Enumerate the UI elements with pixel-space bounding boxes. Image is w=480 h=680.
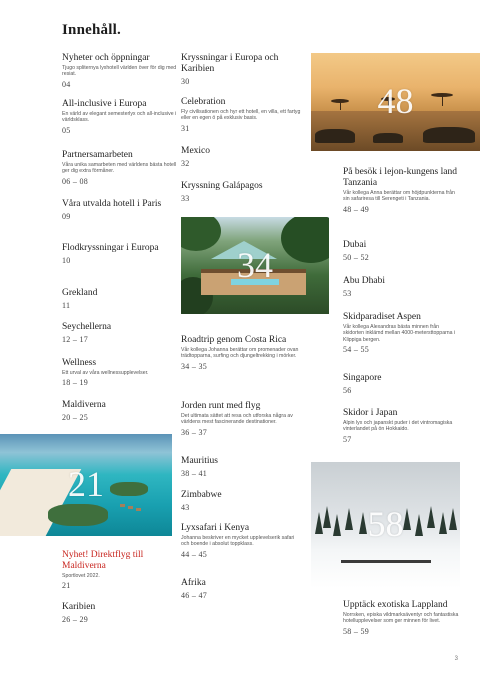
toc-entry[interactable] (62, 602, 177, 625)
toc-entry-title: Våra utvalda hotell i Paris (62, 199, 162, 209)
page-number-overlay: 58 (367, 504, 404, 544)
toc-entry-desc: Fly civilisationen och hyr ett hotell, en villa, ett fartyg eller en egen ö på exklusiv basis. (181, 109, 301, 122)
toc-entry-desc: Ett urval av våra wellnessupplevelser. (62, 370, 149, 376)
toc-entry[interactable] (62, 199, 177, 222)
toc-entry[interactable] (181, 456, 301, 479)
toc-entry[interactable] (343, 167, 461, 215)
toc-entry-pages: 10 (62, 256, 71, 265)
water-villa (136, 508, 141, 511)
toc-entry-pages: 32 (181, 159, 190, 168)
toc-entry-title: Afrika (181, 578, 206, 588)
toc-entry-pages: 33 (181, 194, 190, 203)
toc-entry-title: Nyhet! Direktflyg till Maldiverna (62, 550, 144, 571)
toc-entry-title: All-inclusive i Europa (62, 99, 147, 109)
toc-entry-desc: En värld av elegant semesterlyx och all-inclusive i världsklass. (62, 111, 177, 124)
toc-entry-pages: 21 (62, 581, 71, 591)
toc-entry-title: På besök i lejon-kungens land Tanzania (343, 167, 457, 188)
toc-entry-desc: Vår kollega Alexandras bästa minnen från skidorten inklämd mellan 4000-metersttopparna i Klippiga bergen. (343, 324, 456, 343)
page-number-overlay: 48 (377, 81, 414, 121)
folio: 3 (454, 656, 458, 662)
toc-entry[interactable] (343, 240, 461, 263)
toc-entry-pages: 54 – 55 (343, 344, 370, 354)
toc-entry-pages: 53 (343, 289, 352, 298)
page-title: Innehåll. (62, 22, 121, 38)
toc-entry[interactable] (62, 53, 177, 90)
toc-entry-title: Mexico (181, 146, 211, 156)
toc-entry[interactable] (181, 181, 301, 204)
toc-entry-title: Singapore (343, 373, 382, 383)
toc-entry-pages: 38 – 41 (181, 469, 208, 478)
toc-entry-pages: 56 (343, 386, 352, 395)
toc-entry-title: Roadtrip genom Costa Rica (181, 335, 287, 345)
toc-entry[interactable] (343, 600, 461, 637)
toc-entry-title: Seychellerna (62, 322, 112, 332)
toc-entry-title: Jorden runt med flyg (181, 401, 261, 411)
toc-entry-pages: 31 (181, 123, 190, 133)
toc-entry-title: Partnersamarbeten (62, 150, 133, 160)
toc-entry-desc: Vår kollega Anna berättar om höjdpunkterna från sin safariresa till Serengeti i Tanzania. (343, 190, 455, 203)
water-villa (120, 504, 125, 507)
toc-entry[interactable] (62, 288, 177, 311)
toc-entry[interactable] (343, 276, 461, 299)
toc-entry[interactable] (181, 146, 301, 169)
toc-entry-title: Abu Dhabi (343, 276, 385, 286)
wildebeest-herd (423, 127, 475, 143)
toc-entry-desc: Våra unika samarbeten med världens bästa hotell ger dig extra förmåner. (62, 162, 177, 175)
toc-entry-pages: 18 – 19 (62, 378, 89, 388)
toc-entry-desc: Vår kollega Johanna berättar om promenader ovan trädtopparna, surfing och djungeltrekking i mörker. (181, 347, 299, 360)
toc-entry-desc: Det ultimata sättet att resa och utforska några av världens mest fascinerande destinationer. (181, 413, 293, 426)
toc-entry[interactable] (62, 400, 177, 423)
page-number-overlay: 21 (68, 464, 104, 504)
toc-entry-pages: 05 (62, 125, 71, 135)
page-number-overlay: 34 (237, 245, 273, 285)
toc-entry[interactable] (62, 99, 177, 136)
toc-entry-pages: 57 (343, 434, 352, 444)
water-villa (128, 506, 133, 509)
toc-entry[interactable] (181, 523, 301, 560)
toc-entry-desc: Sportlovet 2022. (62, 573, 100, 579)
toc-entry[interactable] (62, 150, 177, 187)
treehouse-photo[interactable] (181, 217, 329, 314)
toc-entry-title: Skidparadiset Aspen (343, 312, 421, 322)
toc-entry[interactable] (181, 53, 301, 87)
toc-entry-title: Mauritius (181, 456, 218, 466)
toc-entry-title: Kryssning Galápagos (181, 181, 263, 191)
toc-entry-desc: Tjugo spliternya lyxhotell världen över för dig med resiat. (62, 65, 177, 78)
toc-entry-pages: 11 (62, 301, 71, 310)
toc-entry-desc: Alpin lyx och japanskt puder i det vintromagiska vinterlandet på ön Hokkaido. (343, 420, 453, 433)
toc-entry-title: Zimbabwe (181, 490, 222, 500)
snow-forest-photo[interactable] (311, 462, 460, 588)
toc-entry[interactable] (181, 97, 301, 134)
toc-entry-title: Skidor i Japan (343, 408, 398, 418)
toc-entry-title: Upptäck exotiska Lappland (343, 600, 448, 610)
toc-entry-desc: Johanna beskriver en mycket upplevelserik safari och boende i absolut toppklass. (181, 535, 295, 548)
toc-entry-title: Wellness (62, 358, 97, 368)
toc-entry-title: Kryssningar i Europa och Karibien (181, 53, 279, 74)
toc-entry-title: Grekland (62, 288, 98, 298)
toc-entry-pages: 30 (181, 77, 190, 86)
toc-entry-pages: 50 – 52 (343, 253, 370, 262)
dog-sled (341, 560, 431, 563)
toc-entry[interactable] (181, 578, 301, 601)
wildebeest-herd (373, 133, 403, 143)
toc-entry-title: Nyheter och öppningar (62, 53, 150, 63)
toc-entry-pages: 36 – 37 (181, 427, 208, 437)
jungle-foliage (181, 217, 221, 251)
island (48, 504, 108, 526)
toc-entry-pages: 26 – 29 (62, 615, 89, 624)
toc-entry-featured[interactable] (62, 550, 177, 591)
toc-entry[interactable] (343, 373, 461, 396)
toc-entry-pages: 34 – 35 (181, 361, 208, 371)
toc-entry-title: Flodkryssningar i Europa (62, 243, 159, 253)
toc-entry-pages: 43 (181, 503, 190, 512)
toc-entry-title: Maldiverna (62, 400, 106, 410)
atoll-photo[interactable] (0, 434, 172, 536)
toc-entry[interactable] (62, 322, 177, 345)
toc-entry-pages: 46 – 47 (181, 591, 208, 600)
toc-entry-pages: 09 (62, 212, 71, 221)
toc-entry-title: Dubai (343, 240, 367, 250)
wildebeest-herd (315, 129, 355, 143)
toc-entry-title: Lyxsafari i Kenya (181, 523, 250, 533)
toc-entry[interactable] (181, 401, 301, 438)
toc-entry[interactable] (62, 243, 177, 266)
toc-entry-pages: 04 (62, 79, 71, 89)
toc-entry[interactable] (343, 312, 461, 355)
toc-entry-title: Celebration (181, 97, 226, 107)
toc-entry[interactable] (181, 335, 301, 372)
toc-entry[interactable] (181, 490, 301, 513)
toc-entry-pages: 06 – 08 (62, 176, 89, 186)
toc-entry[interactable] (62, 358, 177, 388)
toc-entry-pages: 48 – 49 (343, 204, 370, 214)
toc-entry-desc: Norrsken, episka vildmarksäventyr och fantastiska hotellupplevelser som ger minnen för livet. (343, 612, 459, 625)
toc-entry-title: Karibien (62, 602, 96, 612)
toc-entry[interactable] (343, 408, 461, 445)
safari-photo[interactable] (311, 53, 480, 151)
toc-entry-pages: 20 – 25 (62, 413, 89, 422)
toc-entry-pages: 44 – 45 (181, 549, 208, 559)
toc-entry-pages: 12 – 17 (62, 335, 89, 344)
toc-entry-pages: 58 – 59 (343, 626, 370, 636)
